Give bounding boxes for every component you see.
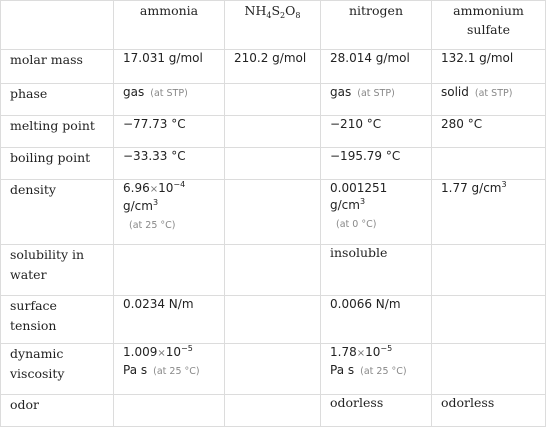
cell-nitrogen: −210 °C [321,116,432,148]
row-label: dynamic viscosity [1,344,114,395]
cell-nh4s2o8: 210.2 g/mol [225,50,321,84]
row-molar-mass [1,50,546,84]
row-label: molar mass [1,50,114,84]
cell-ammonia [114,395,225,427]
cell-nitrogen: insoluble [321,245,432,296]
cell-ammonia [114,344,225,395]
cell-nh4s2o8 [225,296,321,344]
row-label: melting point [1,116,114,148]
condition-note: (at STP) [474,88,513,99]
row-surface-tension [1,296,546,344]
row-label: odor [1,395,114,427]
condition-note: (at 0 °C) [336,219,377,230]
row-melting-point [1,116,546,148]
viscosity-value: $1.009\times 10^{-5}$ [123,344,193,359]
cell-ammonia: −33.33 °C [114,148,225,180]
cell-nh4s2o8 [225,116,321,148]
cell-nitrogen: gas (at STP) [321,84,432,116]
corner-cell [1,1,114,50]
cell-ammonium-sulfate: 280 °C [432,116,546,148]
viscosity-value: $1.78\times 10^{-5}$ [330,344,393,359]
cell-nitrogen [321,344,432,395]
cell-ammonium-sulfate: 1.77 $g/cm^3$ [432,180,546,245]
condition-note: (at STP) [150,88,188,99]
row-label: solubility in water [1,245,114,296]
density-value: 0.001251 [330,181,388,195]
row-density [1,180,546,245]
cell-nh4s2o8 [225,245,321,296]
cell-nitrogen: 0.0066 N/m [321,296,432,344]
cell-ammonia [114,245,225,296]
cell-ammonia [114,180,225,245]
cell-nitrogen [321,180,432,245]
cell-ammonium-sulfate [432,148,546,180]
cell-ammonium-sulfate [432,296,546,344]
cell-ammonia: gas (at STP) [114,84,225,116]
density-unit: $g/cm^3$ [330,197,366,212]
row-solubility [1,245,546,296]
cell-ammonium-sulfate [432,344,546,395]
cell-ammonia: 0.0234 N/m [114,296,225,344]
cell-nh4s2o8 [225,395,321,427]
cell-ammonium-sulfate: 132.1 g/mol [432,50,546,84]
row-label: boiling point [1,148,114,180]
cell-nh4s2o8 [225,344,321,395]
viscosity-unit: Pa s (at 25 °C) [330,363,407,377]
row-label: surface tension [1,296,114,344]
cell-nh4s2o8 [225,180,321,245]
cell-ammonium-sulfate: solid (at STP) [432,84,546,116]
cell-nitrogen: odorless [321,395,432,427]
row-label: phase [1,84,114,116]
condition-note: (at 25 °C) [129,220,176,231]
condition-note: (at 25 °C) [360,366,407,377]
cell-nh4s2o8 [225,84,321,116]
viscosity-unit: Pa s (at 25 °C) [123,363,200,377]
column-header-ammonium-persulfate: $NH_4S_2O_8$ [225,1,321,50]
column-header-ammonium-sulfate: ammonium sulfate [432,1,546,50]
cell-ammonium-sulfate [432,245,546,296]
condition-note: (at STP) [357,88,395,99]
cell-nitrogen: 28.014 g/mol [321,50,432,84]
cell-ammonia: 17.031 g/mol [114,50,225,84]
row-phase [1,84,546,116]
row-dynamic-viscosity [1,344,546,395]
cell-ammonium-sulfate: odorless [432,395,546,427]
cell-nitrogen: −195.79 °C [321,148,432,180]
row-boiling-point [1,148,546,180]
column-header-ammonia: ammonia [114,1,225,50]
header-row [1,1,546,50]
cell-ammonia: −77.73 °C [114,116,225,148]
row-odor [1,395,546,427]
density-value: $6.96\times 10^{-4}$ [123,180,186,195]
column-header-nitrogen: nitrogen [321,1,432,50]
cell-nh4s2o8 [225,148,321,180]
row-label: density [1,180,114,245]
condition-note: (at 25 °C) [153,366,200,377]
density-unit: $g/cm^3$ [123,198,159,213]
